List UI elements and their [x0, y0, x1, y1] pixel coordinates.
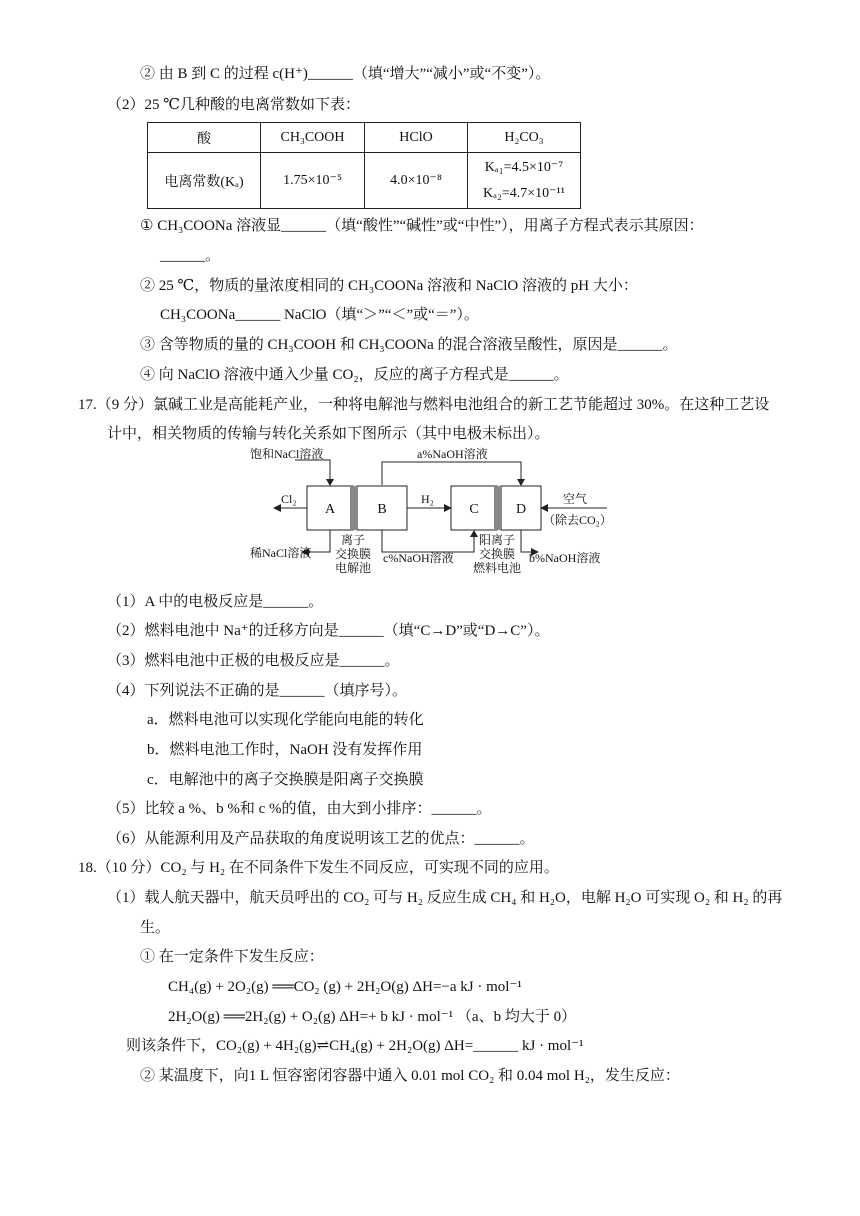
membrane-ion-exchange	[350, 486, 357, 530]
table-header: CH₃COOH	[261, 123, 365, 153]
chlor-alkali-diagram	[245, 440, 625, 585]
line-q17-4-a: a．燃料电池可以实现化学能向电能的转化	[147, 712, 424, 728]
box-c-label: C	[469, 502, 479, 517]
line-q17-4-b: b．燃料电池工作时，NaOH 没有发挥作用	[147, 742, 423, 758]
equation-1: CH₄(g) + 2O₂(g) ══CO₂ (g) + 2H₂O(g) ΔH=−a kJ · mol⁻¹	[168, 979, 522, 995]
label-cl2: Cl₂	[281, 492, 297, 506]
line-q17-6: （6）从能源利用及产品获取的角度说明该工艺的优点：______。	[107, 831, 535, 847]
line-q16-part2-title: （2）25 ℃几种酸的电离常数如下表：	[107, 97, 361, 113]
label-cation-membrane-1: 阳离子	[478, 533, 516, 547]
label-cation-membrane-3: 燃料电池	[472, 561, 522, 575]
line-q16-2-2-cont: CH₃COONa______ NaClO（填“＞”“＜”或“＝”）。	[160, 307, 479, 323]
label-ion-membrane-1: 离子	[340, 533, 366, 547]
box-b-label: B	[377, 502, 387, 517]
line-q18-1-1: ① 在一定条件下发生反应：	[140, 949, 324, 965]
table-cell-ka1: Kₐ₁=4.5×10⁻⁷	[484, 159, 564, 175]
label-c-naoh: c%NaOH溶液	[383, 551, 454, 565]
line-q17-1: （1）A 中的电极反应是______。	[107, 594, 324, 610]
label-h2: H₂	[421, 492, 434, 506]
line-q17-stem: 17.（9 分）氯碱工业是高能耗产业，一种将电解池与燃料电池组合的新工艺节能超过 30%。在这种工艺设	[78, 397, 770, 413]
line-q16-2-1: ① CH₃COONa 溶液显______（填“酸性”“碱性”或“中性”），用离子方程式表示其原因：	[140, 218, 704, 234]
line-q18-1: （1）载人航天器中，航天员呼出的 CO₂ 可与 H₂ 反应生成 CH₄ 和 H₂O，电解 H₂O 可实现 O₂ 和 H₂ 的再	[107, 890, 783, 906]
label-remove-co2: （除去CO₂）	[543, 513, 612, 527]
label-ion-membrane-2: 交换膜	[334, 547, 372, 561]
box-a-label: A	[324, 502, 336, 517]
line-q16-2-b-to-c: ② 由 B 到 C 的过程 c(H⁺)______（填“增大”“减小”或“不变”）。	[140, 66, 551, 82]
table-header: HClO	[365, 123, 468, 153]
label-ion-membrane-3: 电解池	[334, 561, 372, 575]
label-b-naoh: b%NaOH溶液	[529, 551, 601, 565]
table-header: 酸	[148, 123, 261, 153]
line-q18-1-2: ② 某温度下，向1 L 恒容密闭容器中通入 0.01 mol CO₂ 和 0.04 mol H₂，发生反应：	[140, 1068, 680, 1084]
box-d-label: D	[515, 502, 527, 517]
label-cation-membrane-2: 交换膜	[478, 547, 516, 561]
line-q16-2-1-cont: ______。	[160, 248, 221, 264]
table-header: H₂CO₃	[468, 123, 581, 153]
line-q17-2: （2）燃料电池中 Na⁺的迁移方向是______（填“C→D”或“D→C”）。	[107, 623, 550, 639]
membrane-cation-exchange	[494, 486, 501, 530]
line-q17-stem-cont: 计中，相关物质的传输与转化关系如下图所示（其中电极未标出）。	[107, 426, 550, 442]
label-dilute-nacl: 稀NaCl溶液	[250, 546, 312, 560]
table-cell-ka2: Kₐ₂=4.7×10⁻¹¹	[483, 185, 565, 201]
equation-3: 则该条件下，CO₂(g) + 4H₂(g)⇌CH₄(g) + 2H₂O(g) ΔH=______ kJ · mol⁻¹	[126, 1038, 584, 1054]
table-cell	[468, 153, 581, 209]
table-cell: 1.75×10⁻⁵	[261, 153, 365, 209]
line-q16-2-2: ② 25 ℃，物质的量浓度相同的 CH₃COONa 溶液和 NaClO 溶液的 pH 大小：	[140, 278, 638, 294]
table-row-label: 电离常数(Kₐ)	[148, 153, 261, 209]
line-q18-stem: 18.（10 分）CO₂ 与 H₂ 在不同条件下发生不同反应，可实现不同的应用。	[78, 860, 559, 876]
label-a-naoh: a%NaOH溶液	[417, 447, 488, 461]
acid-ionization-table	[147, 122, 581, 209]
line-q18-1-cont: 生。	[140, 920, 171, 936]
line-q17-5: （5）比较 a %、b %和 c %的值，由大到小排序：______。	[107, 801, 492, 817]
line-q17-4: （4）下列说法不正确的是______（填序号）。	[107, 683, 408, 699]
line-q17-4-c: c．电解池中的离子交换膜是阳离子交换膜	[147, 772, 424, 788]
line-q17-3: （3）燃料电池中正极的电极反应是______。	[107, 653, 400, 669]
table-cell: 4.0×10⁻⁸	[365, 153, 468, 209]
equation-2: 2H₂O(g) ══2H₂(g) + O₂(g) ΔH=+ b kJ · mol⁻¹ （a、b 均大于 0）	[168, 1009, 577, 1025]
label-air: 空气	[563, 492, 588, 506]
line-q16-2-3: ③ 含等物质的量的 CH₃COOH 和 CH₃COONa 的混合溶液呈酸性，原因是______。	[140, 337, 678, 353]
label-saturated-nacl: 饱和NaCl溶液	[250, 447, 324, 461]
line-q16-2-4: ④ 向 NaClO 溶液中通入少量 CO₂，反应的离子方程式是______。	[140, 367, 569, 383]
